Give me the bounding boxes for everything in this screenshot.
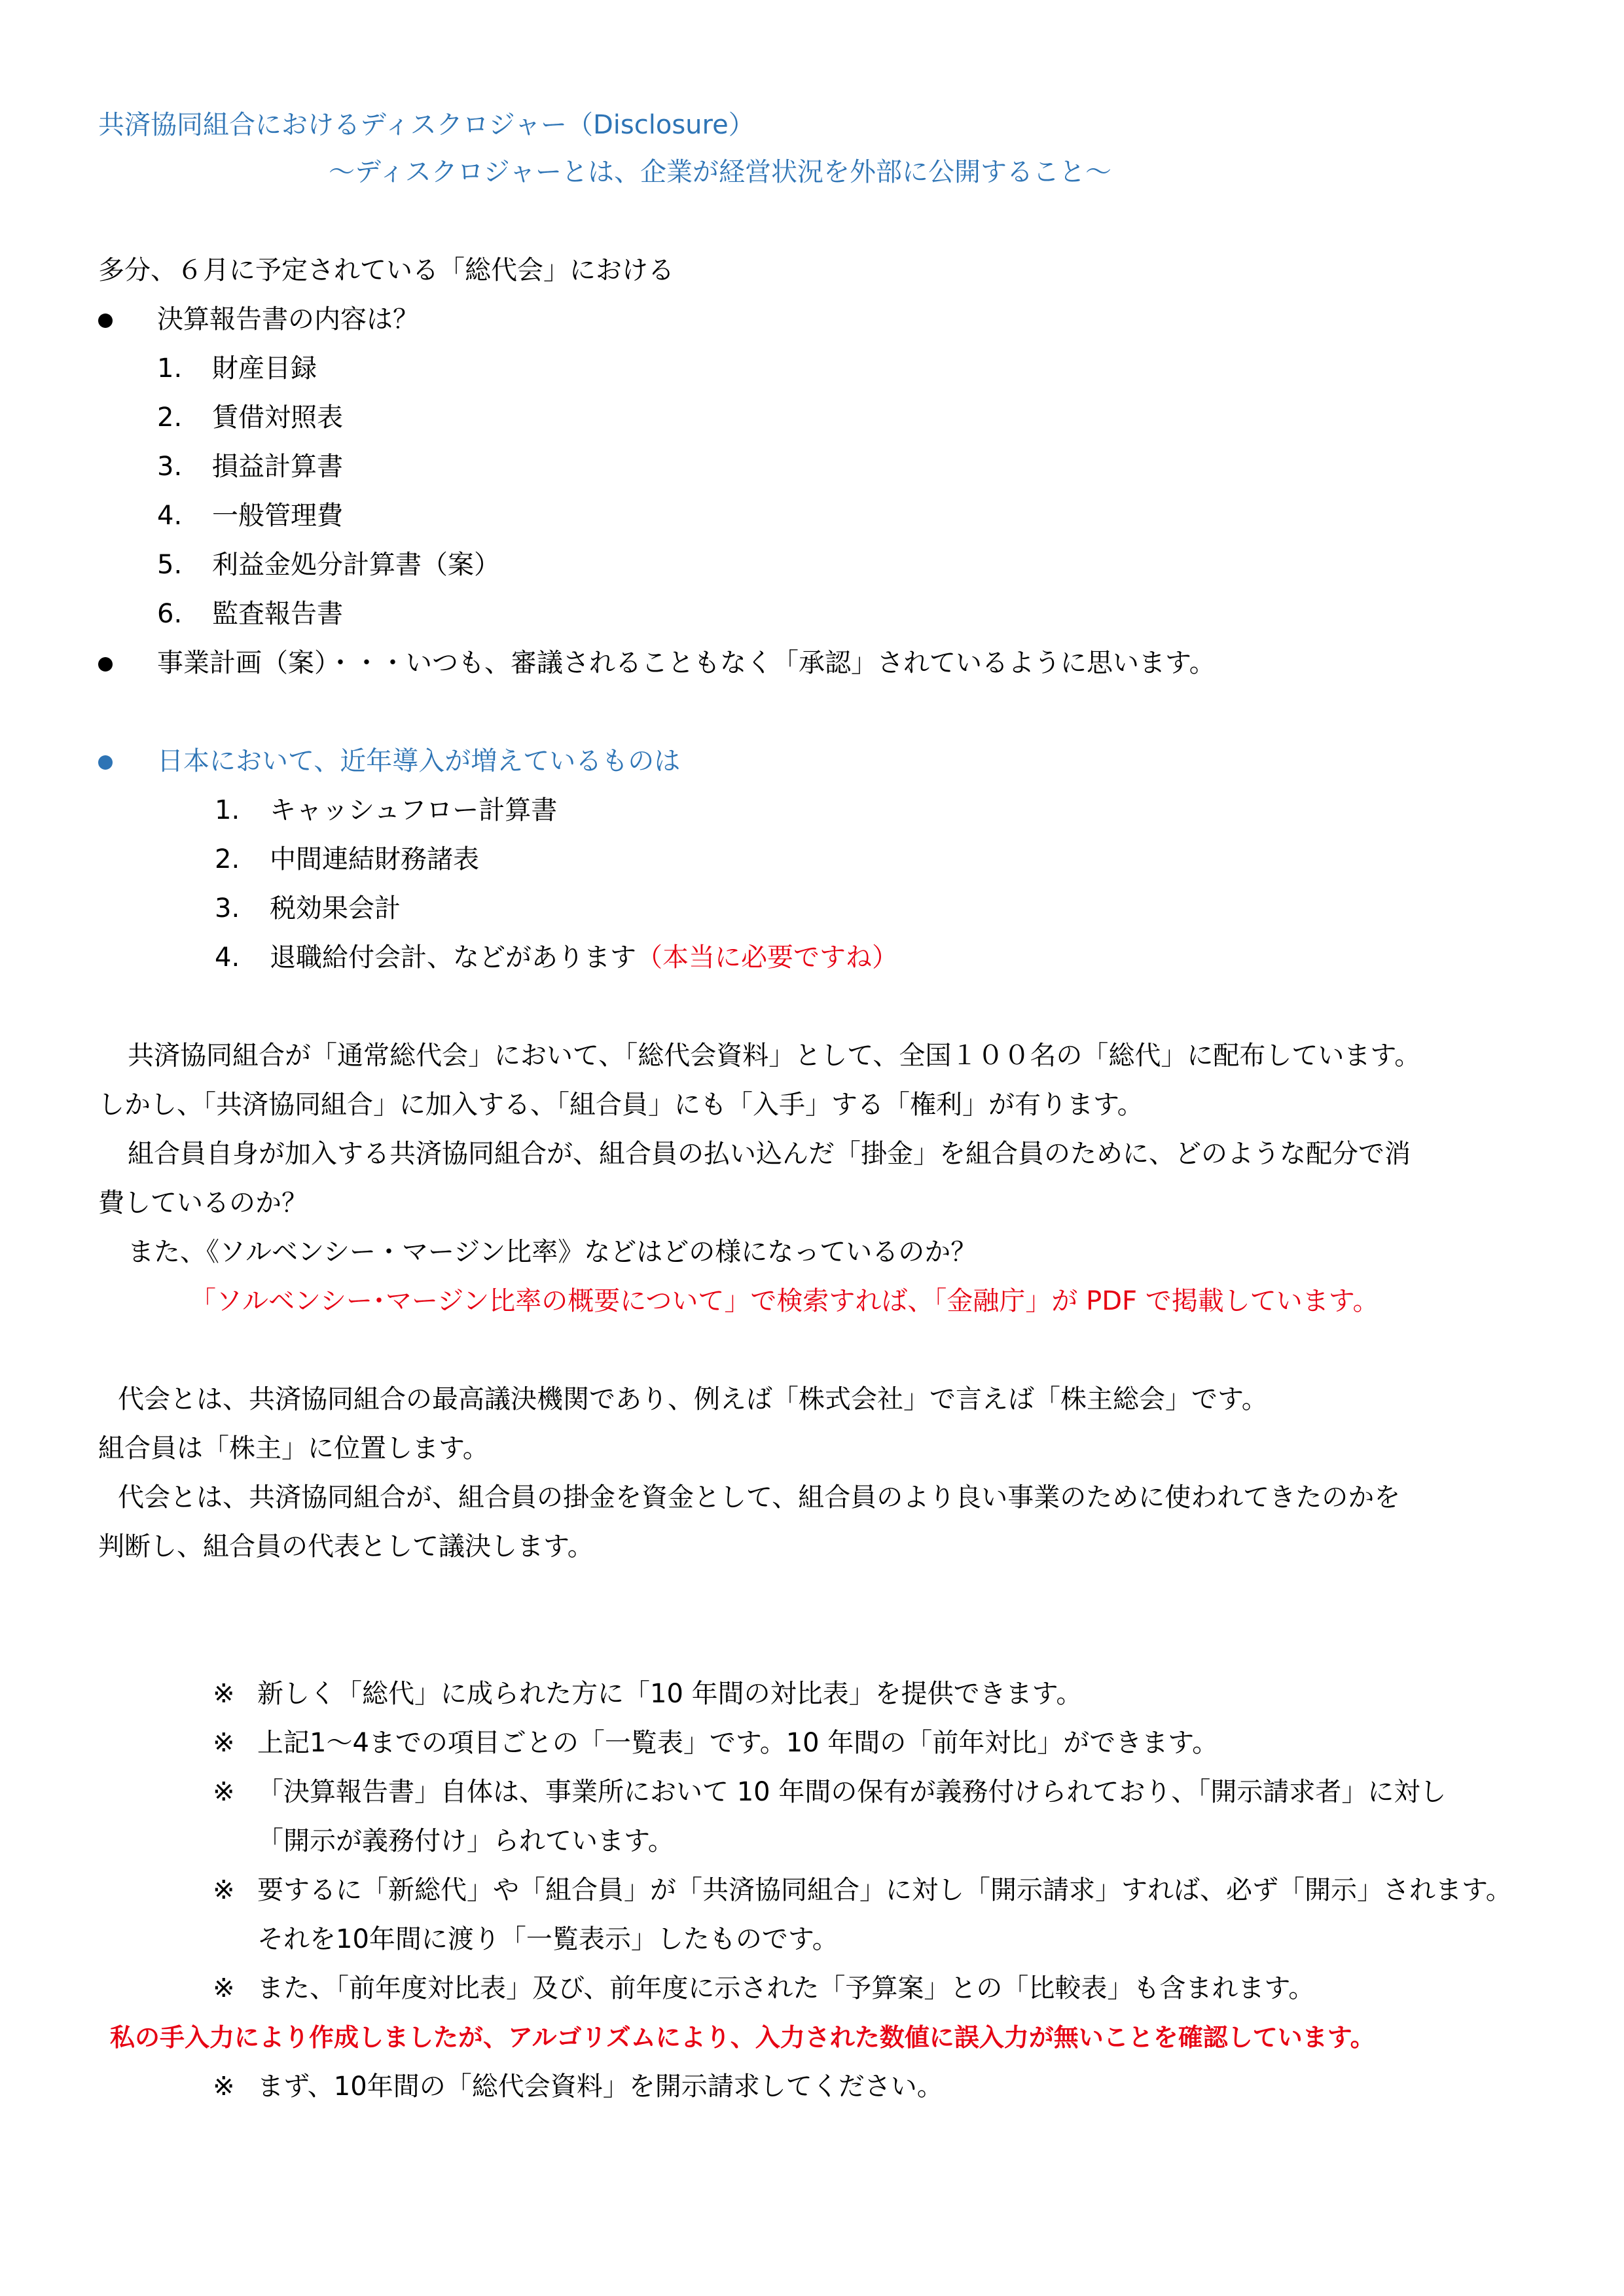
red-note: 「ソルベンシー･マージン比率の概要について」で検索すれば、「金融庁」が PDF で掲載しています。 bbox=[190, 1286, 1379, 1316]
bullet-text: 事業計画（案）・・・いつも、審議されることもなく「承認」されているように思います。 bbox=[157, 648, 1216, 678]
paragraph: 判断し、組合員の代表として議決します。 bbox=[98, 1532, 594, 1562]
list-item: 1. キャッシュフロー計算書 bbox=[215, 795, 558, 825]
bullet-item bbox=[98, 301, 419, 338]
paragraph: 代会とは、共済協同組合の最高議決機関であり、例えば「株式会社」で言えば「株主総会」です。 bbox=[118, 1384, 1268, 1414]
document-title: 共済協同組合におけるディスクロジャー（Disclosure） bbox=[98, 110, 755, 140]
list-item: 1. 財産目録 bbox=[157, 353, 317, 384]
bullet-text: 決算報告書の内容は？ bbox=[157, 304, 419, 334]
list-item: 6. 監査報告書 bbox=[157, 599, 343, 629]
bullet-item bbox=[98, 645, 1216, 681]
reference-mark-icon: ※ bbox=[213, 1973, 235, 2003]
note-item: ※ 要するに「新総代」や「組合員」が「共済協同組合」に対し「開示請求」すれば、必ず「開示」されます。 bbox=[213, 1872, 1512, 1909]
note-item: ※ 「決算報告書」自体は、事業所において 10 年間の保有が義務付けられており、「開示請求者」に対し bbox=[213, 1774, 1446, 1810]
list-item: 3. 損益計算書 bbox=[157, 452, 343, 482]
paragraph: 費しているのか？ bbox=[98, 1188, 308, 1218]
bullet-icon bbox=[98, 314, 113, 328]
paragraph: また、《ソルベンシー・マージン比率》などはどの様になっているのか？ bbox=[128, 1237, 977, 1267]
note-continuation: それを10年間に渡り「一覧表示」したものです。 bbox=[257, 1924, 839, 1954]
bullet-text: 日本において、近年導入が増えているものは bbox=[157, 746, 681, 776]
list-item: 4. 退職給付会計、などがあります（本当に必要ですね） bbox=[215, 942, 898, 973]
bullet-icon bbox=[98, 755, 113, 770]
red-note: （本当に必要ですね） bbox=[636, 942, 898, 973]
note-item: ※ まず、10年間の「総代会資料」を開示請求してください。 bbox=[213, 2068, 943, 2105]
reference-mark-icon: ※ bbox=[213, 1728, 235, 1758]
paragraph: 組合員自身が加入する共済協同組合が、組合員の払い込んだ「掛金」を組合員のために、どのような配分で消 bbox=[128, 1139, 1411, 1169]
bullet-icon bbox=[98, 657, 113, 672]
note-item: ※ 上記1～4までの項目ごとの「一覧表」です。10 年間の「前年対比」ができます。 bbox=[213, 1725, 1218, 1761]
bullet-item bbox=[98, 743, 680, 780]
note-item: ※ また、「前年度対比表」及び、前年度に示された「予算案」との「比較表」も含まれます。 bbox=[213, 1970, 1314, 2007]
paragraph: しかし、「共済協同組合」に加入する、「組合員」にも「入手」する「権利」が有ります。 bbox=[98, 1090, 1144, 1120]
reference-mark-icon: ※ bbox=[213, 1777, 235, 1807]
list-item: 3. 税効果会計 bbox=[215, 893, 401, 924]
paragraph: 組合員は「株主」に位置します。 bbox=[98, 1433, 489, 1463]
document-subtitle: ～ディスクロジャーとは、企業が経営状況を外部に公開すること～ bbox=[329, 157, 1111, 187]
paragraph: 代会とは、共済協同組合が、組合員の掛金を資金として、組合員のより良い事業のために使われてきたのかを bbox=[118, 1482, 1401, 1513]
emphasis-note: 私の手入力により作成しましたが、アルゴリズムにより、入力された数値に誤入力が無いことを確認しています。 bbox=[110, 2023, 1375, 2052]
paragraph: 共済協同組合が「通常総代会」において、「総代会資料」として、全国１００名の「総代」に配布しています。 bbox=[128, 1041, 1421, 1071]
reference-mark-icon: ※ bbox=[213, 1679, 235, 1709]
list-item: 4. 一般管理費 bbox=[157, 501, 343, 531]
intro-text: 多分、６月に予定されている「総代会」における bbox=[98, 255, 674, 285]
note-item: ※ 新しく「総代」に成られた方に「10 年間の対比表」を提供できます。 bbox=[213, 1676, 1082, 1712]
list-item: 5. 利益金処分計算書（案） bbox=[157, 550, 500, 580]
list-item: 2. 中間連結財務諸表 bbox=[215, 844, 479, 874]
note-continuation: 「開示が義務付け」られています。 bbox=[257, 1826, 674, 1856]
list-item: 2. 賃借対照表 bbox=[157, 403, 343, 433]
reference-mark-icon: ※ bbox=[213, 2072, 235, 2102]
reference-mark-icon: ※ bbox=[213, 1875, 235, 1905]
